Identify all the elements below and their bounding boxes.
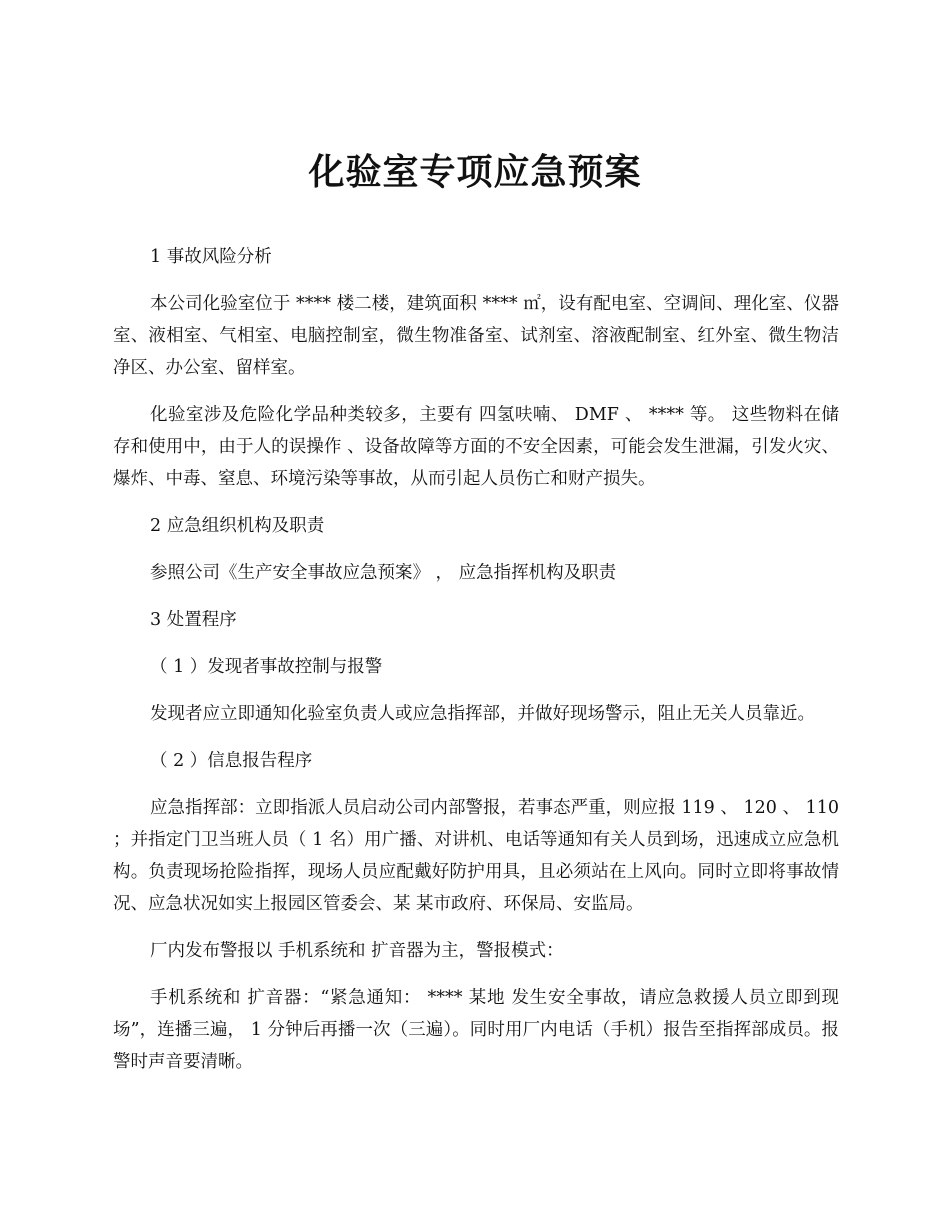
paragraph-organization-reference: 参照公司《生产安全事故应急预案》 ， 应急指挥机构及职责 [150, 563, 617, 583]
section-heading-risk-analysis: 1 事故风险分析 [150, 247, 272, 267]
paragraph-lab-location: 本公司化验室位于 **** 楼二楼，建筑面积 **** ㎡，设有配电室、空调间、理化室、仪器室、液相室、气相室、电脑控制室，微生物准备室、试剂室、溶液配制室、红外室、微生物洁净区、办公室、留样室。 [113, 294, 839, 378]
paragraph-command-center: 应急指挥部：立即指派人员启动公司内部警报，若事态严重，则应报 119 、 120 、 110 ；并指定门卫当班人员（ 1 名）用广播、对讲机、电话等通知有关人员到场，迅速成立应急机构。负责现场抢险指挥，现场人员应配戴好防护用具，且必须站在上风向。同时立即将事故情况、应急状况如实上报园区管委会、某 某市政府、环保局、安监局。 [113, 798, 839, 914]
document-body [113, 241, 839, 1093]
subheading-information-report: （ 2 ）信息报告程序 [150, 751, 313, 771]
section-heading-procedure: 3 处置程序 [150, 610, 237, 630]
subheading-discoverer-control: （ 1 ）发现者事故控制与报警 [150, 657, 383, 677]
paragraph-alarm-mode: 厂内发布警报以 手机系统和 扩音器为主，警报模式： [150, 941, 564, 961]
paragraph-alarm-broadcast: 手机系统和 扩音器：“紧急通知： **** 某地 发生安全事故，请应急救援人员立即到现场”，连播三遍， 1 分钟后再播一次（三遍）。同时用厂内电话（手机）报告至指挥部成员。报警时声音要清晰。 [113, 988, 839, 1072]
section-heading-organization: 2 应急组织机构及职责 [150, 516, 325, 536]
paragraph-hazardous-chemicals: 化验室涉及危险化学品种类较多，主要有 四氢呋喃、 DMF 、 **** 等。 这些物料在储存和使用中，由于人的误操作 、设备故障等方面的不安全因素，可能会发生泄漏，引发火灾、爆炸、中毒、窒息、环境污染等事故，从而引起人员伤亡和财产损失。 [113, 405, 839, 489]
paragraph-discoverer-notify: 发现者应立即通知化验室负责人或应急指挥部，并做好现场警示，阻止无关人员靠近。 [150, 704, 815, 724]
document-title: 化验室专项应急预案 [308, 152, 642, 193]
